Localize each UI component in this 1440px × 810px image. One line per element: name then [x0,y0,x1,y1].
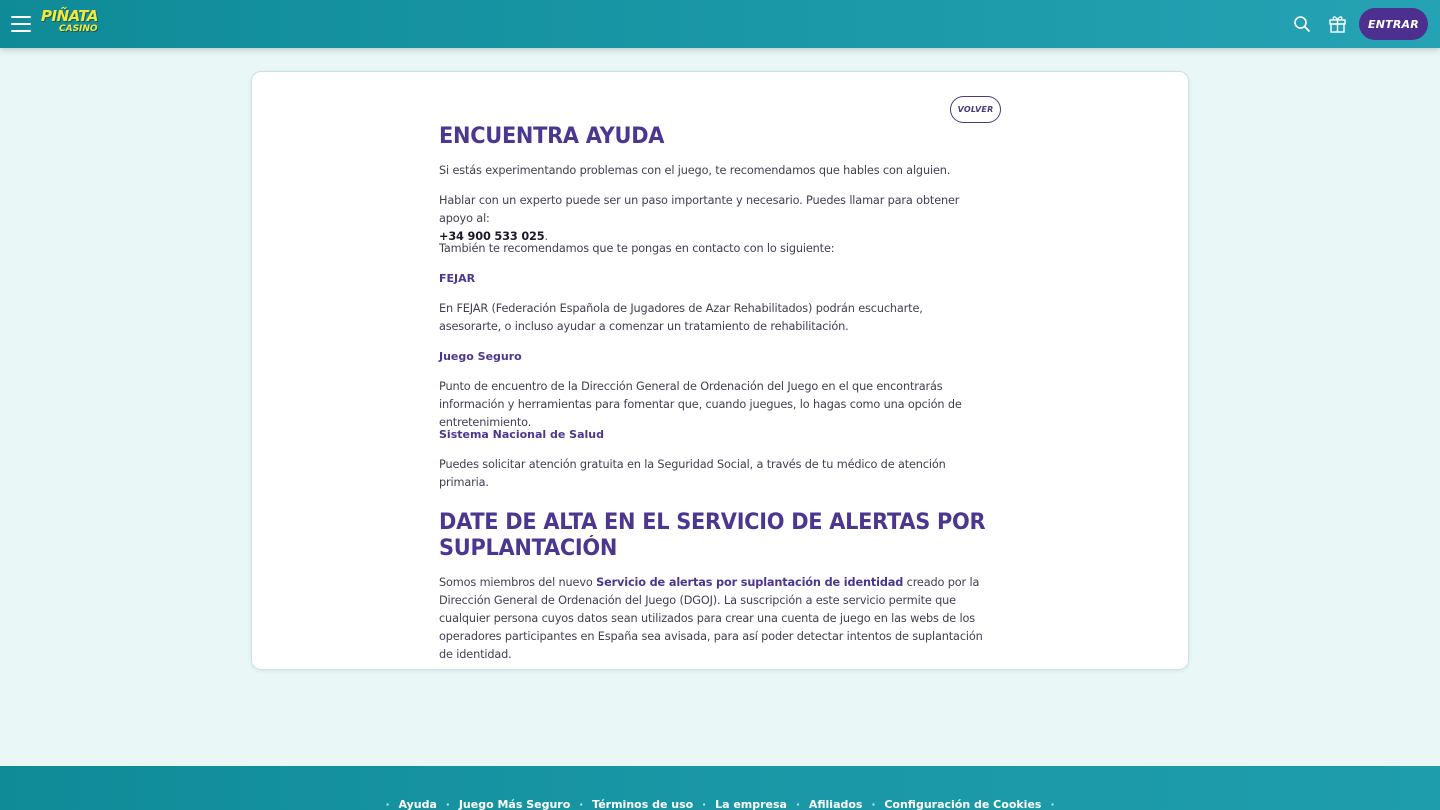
help-phone-number: +34 900 533 025 [439,230,545,243]
alerts-text-before: Somos miembros del nuevo [439,576,597,589]
footer-link-afiliados[interactable]: Afiliados [808,798,863,810]
alerts-text [439,574,984,664]
footer-separator: · [579,798,584,810]
footer-separator: · [385,798,390,810]
phone-suffix: . [544,230,548,243]
expert-text [439,192,984,246]
sistema-salud-link[interactable]: Sistema Nacional de Salud [439,428,604,441]
footer-separator: · [795,798,801,810]
search-icon[interactable] [1293,15,1311,33]
footer-link-terminos[interactable]: Términos de uso [592,798,694,810]
juego-seguro-text: Punto de encuentro de la Dirección General de Ordenación del Juego en el que encontrarás información y herramientas para fomentar que, cuando juegues, lo hagas como una opción de entretenimiento. [439,380,962,429]
footer-separator: · [702,798,707,810]
footer-separator: · [1050,798,1055,810]
footer-link-juego-mas-seguro[interactable]: Juego Más Seguro [458,798,571,810]
logo-text-top: PIÑATA [41,7,98,25]
juego-seguro-link[interactable]: Juego Seguro [439,350,522,363]
contact-intro-text: También te recomendamos que te pongas en contacto con lo siguiente: [439,242,835,255]
sistema-salud-text: Puedes solicitar atención gratuita en la Seguridad Social, a través de tu médico de atención primaria. [439,458,946,489]
footer-link-empresa[interactable]: La empresa [715,798,787,810]
pinata-casino-logo[interactable] [41,7,98,39]
expert-text-body: Hablar con un experto puede ser un paso importante y necesario. Puedes llamar para obtener apoyo al: [439,194,960,225]
help-card [251,71,1189,670]
alerts-service-link[interactable]: Servicio de alertas por suplantación de identidad [596,576,904,589]
footer-separator: · [871,798,876,810]
intro-text: Si estás experimentando problemas con el juego, te recomendamos que hables con alguien. [439,164,951,177]
footer-links [0,798,1440,810]
fejar-link[interactable]: FEJAR [439,272,476,285]
top-header [0,0,1440,48]
page-footer [0,766,1440,810]
footer-link-cookies[interactable]: Configuración de Cookies [884,798,1042,810]
footer-link-ayuda[interactable]: Ayuda [398,798,437,810]
gift-icon[interactable] [1328,14,1347,33]
fejar-text: En FEJAR (Federación Española de Jugadores de Azar Rehabilitados) podrán escucharte, asesorarte, o incluso ayudar a comenzar un tratamiento de rehabilitación. [439,302,923,333]
section-title-alerts-line2: SUPLANTACIÓN [439,536,618,561]
login-button[interactable]: ENTRAR [1359,8,1428,40]
footer-separator: · [445,798,450,810]
section-title-find-help: ENCUENTRA AYUDA [439,124,665,149]
alerts-text-after: creado por la Dirección General de Ordenación del Juego (DGOJ). La suscripción a este servicio permite que cualquier persona cuyos datos sean utilizados para crear una cuenta de juego en las webs de los operadores participantes en España sea avisada, para así poder detectar intentos de suplantación de identidad. [439,576,983,661]
section-title-alerts-line1: DATE DE ALTA EN EL SERVICIO DE ALERTAS POR [439,510,986,535]
back-button[interactable]: VOLVER [950,96,1001,123]
logo-text-bottom: CASINO [59,24,98,34]
hamburger-menu-icon[interactable] [11,15,31,33]
